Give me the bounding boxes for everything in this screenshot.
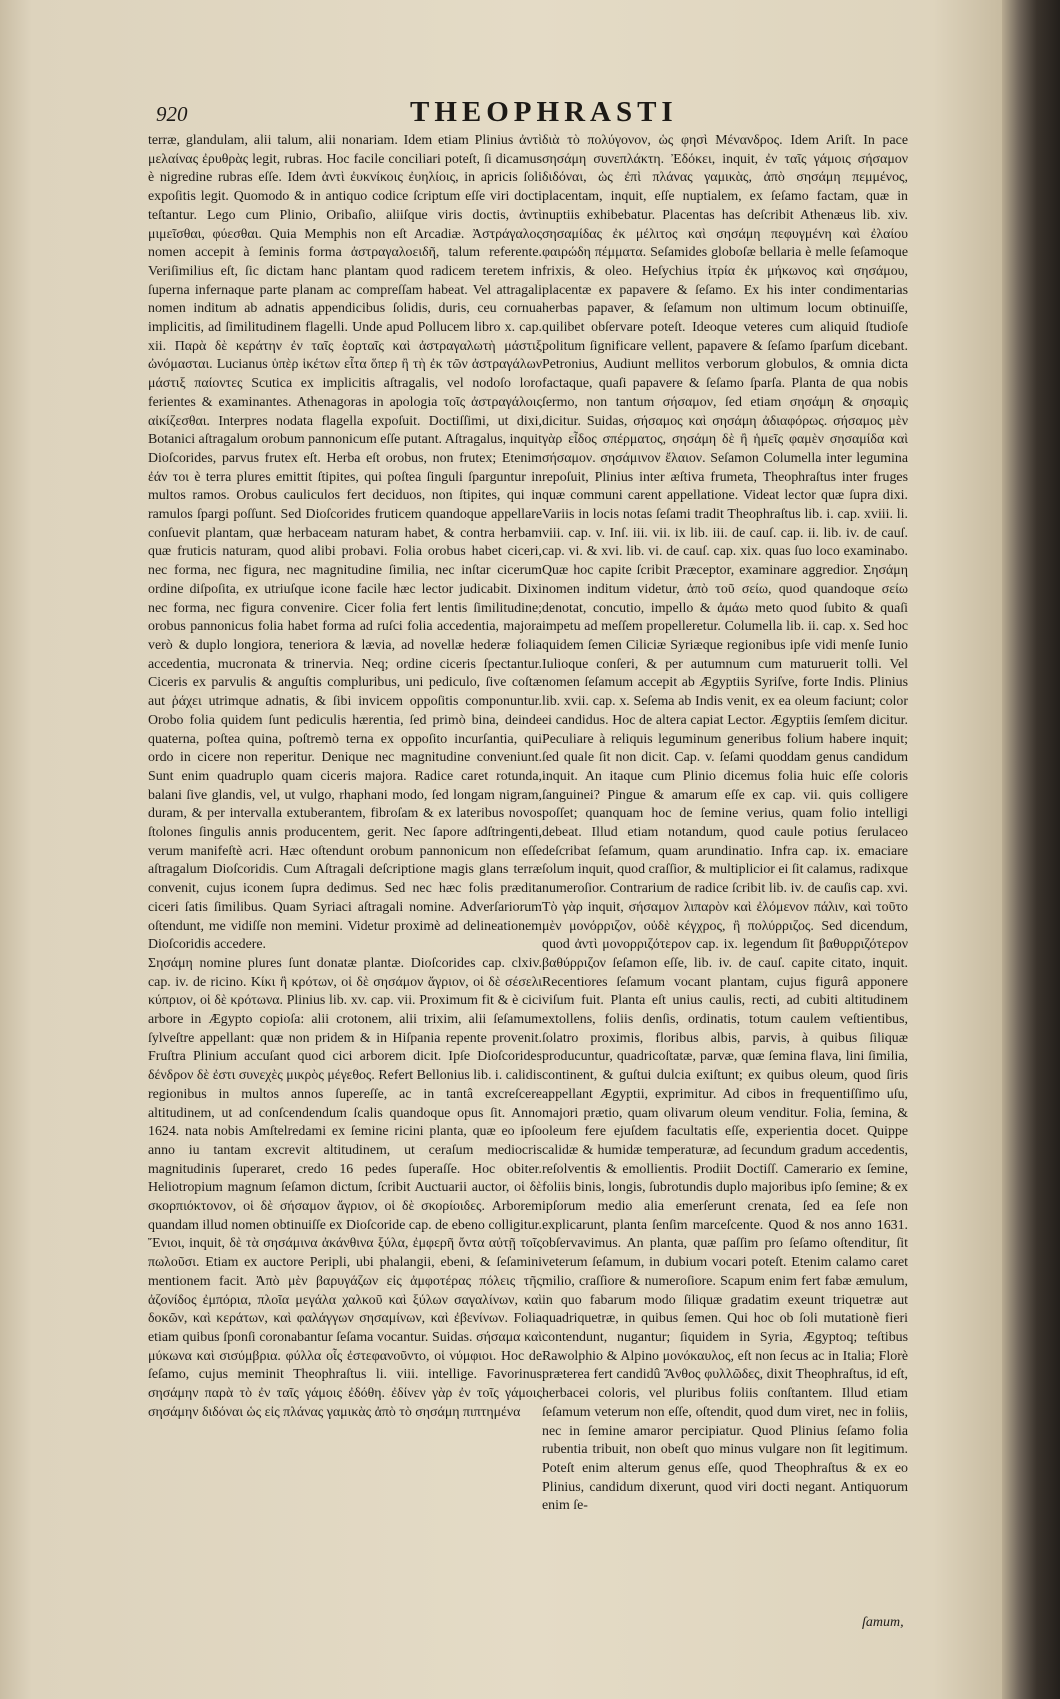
left-text-column	[148, 132, 542, 1632]
running-title: THEOPHRASTI	[410, 96, 678, 128]
right-text-column	[542, 132, 908, 1632]
page-gutter-shadow	[1002, 0, 1060, 1699]
right-paragraph-1: διὰ τὸ πολύγονον, ὡς φησὶ Μένανδρος. Idem Ariſt. In pace σησάμη συνεπλάκτη. Ἐδόκει, inquit, ἐν ταῖς γάμοις σήσαμον διδόναι, ὡς ἐπὶ πλάνας γαμικὰς, ἀπὸ σησάμη πεμμένος, placentam, inquit, eſſe nuptialem, ex ſeſamo factam, quæ in nuptiis exhibebatur. Placentas has deſcribit Athenæus lib. xiv. σησαμίδας ἐκ μέλιτος καὶ σησάμη πεφυγμένη καὶ ἐλαίου φαιρώδη πέμματα. Seſamides globoſæ bellaria è melle ſeſamoque frixis, & oleo. Heſychius ἰτρία ἐκ μήκωνος καὶ σησάμου, placentæ ex papavere & ſeſamo. Ex his inter condimentarias herbas papaver, & ſeſamum non ultimum locum obtinuiſſe, quilibet obſervare poteſt. Ideoque veteres cum aliquid ſtudioſe politum ſignificare vellent, papavere & ſeſamo ſparſum dicebant. Petronius, Audiunt mellitos verborum globulos, & omnia dicta factaque, quaſi papavere & ſeſamo ſparſa. Planta de qua nobis ſermo, non tantum σήσαμον, ſed etiam σησάμη & σησαμὶς dicitur. Suidas, σήσαμος καὶ σησάμη ἀδιαφόρως. σήσαμος μὲν γὰρ εἶδος σπέρματος, σησάμη δὲ ἢ ἡμεῖς φαμὲν σησαμίδα καὶ σήσαμον. σησάμινον ἔλαιον. Seſamon Columella inter legumina repoſuit, Plinius inter æſtiva frumeta, Theophraſtus inter fruges quæ communi carent appellatione. Videat lector quæ ſupra dixi. Variis in locis notas ſeſami tradit Theophraſtus lib. i. cap. xviii. li. viii. cap. v. Inſ. iii. vii. ix lib. iii. de cauſ. cap. ii. lib. iv. de cauſ. cap. vi. & xvi. lib. vi. de cauſ. cap. xix. quas ſuo loco examinabo. Quæ hoc capite ſcribit Præceptor, examinare aggredior. Σησάμη nomen inditum videtur, ἀπὸ τοῦ σείω, quod quandoque σείω denotat, concutio, impello & ἀμάω meto quod ſubito & quaſi impetu ad meſſem propelleretur. Columella lib. ii. cap. x. Sed hoc quidem ſemen Ciliciæ Syriæque regionibus ipſe vidi menſe Iunio Iulioque conſeri, & per autumnum cum maturuerit tolli. Vel nomen ſeſamum accepit ab Ægyptiis Syriſve, forte Indis. Plinius lib. xvii. cap. x. Seſema ab Indis venit, ex ea oleum faciunt; color ei candidus. Hoc de altera capiat Lector. Ægyptiis ſemſem dicitur. Peculiare à reliquis leguminum generibus folium habere inquit; ſed quale ſit non dicit. Cap. v. ſeſami quoddam genus candidum inquit. An itaque cum Plinio dicemus folia huic eſſe coloris ſanguinei? Pingue & amarum eſſe ex cap. vii. quis colligere poſſet; quanquam hoc de ſemine verius, quam folio intelligi debeat. Illud etiam notandum, quod caule potius ſerulaceo deſcribat ſeſamum, quam arundinatio. Infra cap. ix. emaciare ſolum inquit, quod craſſior, & multiplicior ei ſit calamus, radixque numeroſior. Contrarium de radice ſcribit lib. iv. de cauſis cap. xvi. Τὸ γὰρ inquit, σήσαμον λιπαρὸν καὶ ἐλόμενον πάλιν, καὶ τοῦτο μὲν μονόρριζον, οὐδὲ κέγχρος, ἢ πολύρριζος. Sed dicendum, quod ἀντὶ μονορριζότερον cap. ix. legendum ſit βαθυρριζότερον βαθύρριζον ſeſamon eſſe, lib. iv. de cauſ. capite citato, inquit. Recentiores ſeſamum vocant plantam, cujus figurâ apponere viſum fuit. Planta eſt unius caulis, recti, ad cubiti altitudinem extollens, foliis denſis, ordinatis, totum caulem veſtientibus, ſolatro proximis, floribus albis, parvis, à quibus ſiliquæ producuntur, quadricoſtatæ, parvæ, quæ ſemina flava, lini ſimilia, continent, & guſtui dulcia exiſtunt; ex quibus oleum, quod ſiris appellant Ægyptii, exprimitur. Ad cibos in frequentiſſimo uſu, majori prætio, quam olivarum oleum venditur. Folia, ſemina, & oleum fere ejuſdem facultatis eſſe, experientia docet. Quippe calidæ & humidæ temperaturæ, ad ſecundum gradum accedentis, reſolventis & emollientis. Prodiit Doctiſſ. Camerario ex ſemine, foliis binis, longis, ſubrotundis duplo majoribus ipſo ſemine; & ex ipſorum medio alia emerſerunt crenata, ſed ea ſeſe non explicarunt, planta ſenſim marceſcente. Quod & nos anno 1631. obſervavimus. An planta, quæ paſſim pro ſeſamo oſtenditur, ſit veterum ſeſamum, in dubium vocari poteſt. Etenim calamo caret milio, craſſiore & numeroſiore. Scapum enim fert fabæ æmulum, in quo fabarum modo ſiliquæ gradatim exeunt triquetræ aut quadriquetræ, in quibus ſemen. Qui hoc ob ſoli mutationè fieri contendunt, nugantur; ſiquidem in Syria, Ægyptoq; teſtibus Rawolphio & Alpino μονόκαυλος, eſt non ſecus ac in Italia; Florè præterea fert candidû Ἄνθος φυλλῶδες, dixit Theophraſtus, id eſt, herbacei coloris, vel pluribus foliis conſtantem. Illud etiam ſeſamum veterum non eſſe, oſtendit, quod dum viret, nec in foliis, nec in ſemine amaror percipiatur. Quod Plinius ſeſamo folia rubentia tribuit, non obeſt quo minus vulgare non ſit legitimum. Poteſt enim alterum genus eſſe, quod Theophraſtus & ex eo Plinius, candidum dixerunt, quod viri docti negant. Antiquorum enim ſe-	[542, 133, 908, 1514]
page-header	[38, 96, 982, 130]
page-number: 920	[156, 102, 188, 126]
catchword: ſamum,	[862, 1615, 904, 1630]
left-paragraph-2: Σησάμη nomine plures ſunt donatæ plantæ. Dioſcorides cap. clxiv. cap. iv. de ricino. Κίκι ἢ κρότων, οἱ δὲ σησάμον ἄγριον, οἱ δὲ σέσελι κύπριον, οἱ δὲ κρότωνα. Plinius lib. xv. cap. vii. Proximum fit & è cici arbore in Ægypto copioſa: alii crotonem, alii trixim, alii ſeſamum ſylveſtre appellant: quæ non pridem & in Hiſpania repente provenit. Fruſtra Plinium accuſant quod cici arborem dicit. Ipſe Dioſcorides δένδρον δὲ ἐστι συνεχὲς μικρὸς μέγεθος. Refert Bellonius lib. i. calidis regionibus in multos annos ſupereſſe, ac in tantâ excreſcere altitudinem, ut ad conſcendendum ſcalis quandoque opus ſit. Anno 1624. nata nobis Amſtelredami ex ſemine ricini planta, quæ eo ipſo anno iu tantam excrevit altitudinem, ut ceraſum mediocris magnitudinis ſuperaret, credo 16 pedes ſuperaſſe. Hoc obiter. Heliotropium magnum ſeſamon dictum, ſcribit Auctuarii auctor, οἱ δὲ σκορπιόκτονον, οἱ δὲ σήσαμον ἄγριον, οἱ δὲ σκορίοιδες. Arborem quandam illud nomen obtinuiſſe ex Dioſcoride cap. de ebeno colligitur. Ἔνιοι, inquit, δὲ τὰ σησάμινα ἀκάνθινα ξύλα, ἐμφερῆ ὄντα αὐτῇ τοῖς πωλοῦσι. Etiam ex auctore Peripli, ubi phalangii, ebeni, & ſeſamini mentionem facit. Ἀπὸ μὲν βαρυγάζων εἰς ἀμφοτέρας πόλεις τῆς ἀζονίδος ἐμπόρια, πλοῖα μεγάλα χαλκοῦ καὶ ξύλων σαγαλίνων, καὶ δοκῶν, καὶ κεράτων, καὶ φαλάγγων σησαμίνων, καὶ ἐβενίνων. Folia etiam quibus ſponſi coronabantur ſeſama vocantur. Suidas. σήσαμα καὶ μύκωνα καὶ σισύμβρια. φύλλα οἷς ἐστεφανοῦντο, οἱ νύμφιοι. Hoc de ſeſamo, cujus meminit Theophraſtus li. viii. intellige. Favorinus σησάμην παρὰ τὸ ἐν ταῖς γάμοις ἐδόθη. ἐδίνεν γὰρ ἐν τοῖς γάμοις σησάμην διδόναι ὡς εἰς πλάνας γαμικὰς ἀπὸ τὸ σησάμη πιπτημένα	[148, 955, 542, 1420]
left-paragraph-1: terræ, glandulam, alii talum, alii nonariam. Idem etiam Plinius ἀντὶ μελαίνας ἐρυθρὰς legit, rubras. Hoc facile conciliari poteſt, ſi dicamus è nigredine rubras eſſe. Idem ἀντὶ ἐυκνίκοις ἐυηλίοις, in apricis ſoli expoſitis legit. Quomodo & in antiquo codice ſcriptum eſſe viri docti teſtantur. Lego cum Plinio, Oribaſio, aliiſque viris doctis, ἀντὶ μιμεῖσθαι, φύεσθαι. Quia Memphis non eſt Arcadiæ. Ἀστράγαλος nomen accepit à ſeminis forma ἀστραγαλοειδῆ, talum referente. Veriſimilius eſt, ſic dictam hanc plantam quod radicem teretem in ſuperna infernaque parte planam ac compreſſam habeat. Vel attragali nomen inditum ab adnatis appendicibus ſolidis, duris, ceu cornua implicitis, ad ſimilitudinem flagelli. Unde apud Pollucem libro x. cap. xii. Παρὰ δὲ κεράτην ἐν ταῖς ἑορταῖς καὶ ἀστραγαλωτὴ μάστιξ ὠνόμασται. Lucianus ὑπὲρ ἱκέτων εἶτα ὅπερ ἢ τὴ ἐκ τῶν ἀστραγάλων μάστιξ παίοντες Scutica ex implicitis aſtragalis, vel nodoſo loro ferientes & examinantes. Athenagoras in apologia τοῖς ἀστραγάλοις αἰκίζεσθαι. Interpres nodata flagella expoſuit. Doctiſſimi, ut dixi, Botanici aſtragalum orobum pannonicum eſſe putant. Aſtragalus, inquit Dioſcorides, parvus frutex eſt. Herba eſt orobus, non frutex; Etenim ἐάν τοι è terra plures emittit ſtipites, qui poſtea ſinguli ſparguntur in multos ramos. Orobus cauliculos fert deciduos, non ſtipites, qui in ramulos ſpargi poſſunt. Sed Dioſcorides fruticem quandoque appellare conſuevit plantam, quæ herbaceam naturam habet, & contra herbam quæ fruticis naturam, quod alibi probavi. Folia orobus habet ciceri, nec forma, nec figura, nec magnitudine ſimilia, nec inſtar cicerum ordine diſpoſita, ex utriuſque icone facile hæc lector judicabit. Dixi nec forma, nec figura convenire. Cicer folia fert lentis ſimilitudine; orobus pannonicus folia habet forma ad ruſci folia accedentia, majora verò & duplo longiora, teneriora & lævia, ad novellæ hederæ folia accedentia, mucronata & trinervia. Neq; ordine ciceris ſpectantur. Ciceris ex parvulis & anguſtis compluribus, uni pediculo, ſive coſtæ aut ῥάχει utrimque adnatis, & ſibi invicem oppoſitis componuntur. Orobo folia quidem ſunt pediculis hærentia, ſed primò bina, deinde quaterna, poſtea quina, poſtremò terna ex oppoſito incurſantia, qui ordo in cicere non reperitur. Denique nec magnitudine conveniunt. Sunt enim quadruplo quam ciceris majora. Radice caret rotunda, balani ſive glandis, vel, ut vulgo, rhaphani modo, ſed longam nigram, duram, & per intervalla extuberantem, fibroſam & ex lateribus novos ſtolones ſingulis annis producentem, gerit. Nec ſapore adſtringenti, verum manifeſtè acri. Hæc oſtendunt orobum pannonicum non eſſe aſtragalum Dioſcoridis. Cum Aſtragali deſcriptione magis glans terræ convenit, cujus iconem ſupra dedimus. Sed nec hæc folis prædita ciceri ſatis ſimilibus. Quam Syriaci aſtragali nomine. Adverſariorum oſtendunt, me vidiſſe non memini. Videtur proximè ad delineationem Dioſcoridis accedere.	[148, 133, 542, 953]
